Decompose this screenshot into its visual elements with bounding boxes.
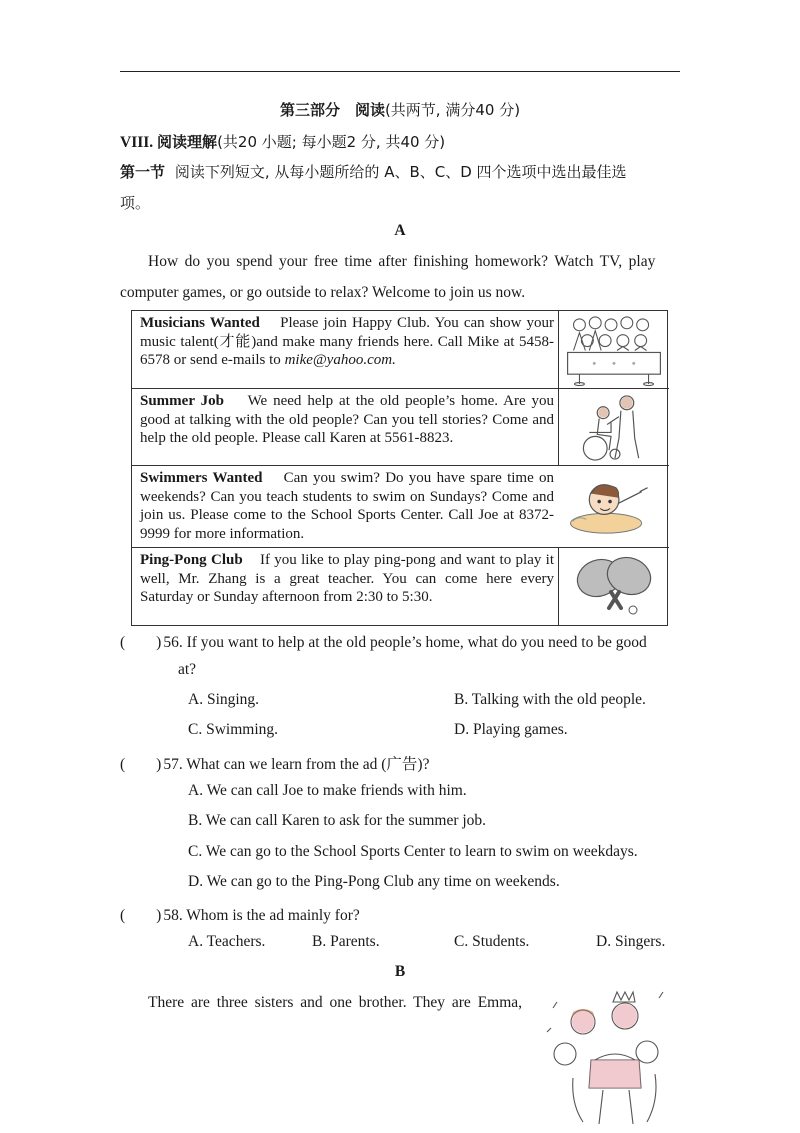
ad-body: Can you swim? Do you have spare time on weekends? Can you teach students to swim on Sundays? Come and join us. Please come to the School Sports Center. Call Joe at 8372-9999 for more information. xyxy=(140,470,555,542)
ad-ping-pong xyxy=(132,548,669,626)
section-note: (共两节, 满分40 分) xyxy=(384,101,521,119)
question-58 xyxy=(120,903,360,925)
wheelchair-icon xyxy=(558,389,669,465)
answer-bracket[interactable]: ( ) xyxy=(120,756,162,773)
option-b: B. Talking with the old people. xyxy=(454,691,646,708)
ad-title: Musicians Wanted xyxy=(140,315,260,331)
sub-label: 第一节 xyxy=(120,163,166,181)
ad-body: If you like to play ping-pong and want to play it well, Mr. Zhang is a great teacher. You can come here every Saturday or Sunday afternoon from 2:30 to 5:30. xyxy=(140,552,555,606)
ping-pong-icon xyxy=(558,548,669,626)
answer-bracket[interactable]: ( ) xyxy=(120,634,162,651)
option-c: C. We can go to the School Sports Center to learn to swim on weekdays. xyxy=(188,843,638,860)
top-rule xyxy=(120,71,680,72)
passage-a-letter: A xyxy=(394,222,406,239)
option-c: C. Students. xyxy=(454,933,530,950)
sub-instruction: 阅读下列短文, 从每小题所给的 A、B、C、D 四个选项中选出最佳选 xyxy=(174,163,627,181)
family-party-icon xyxy=(543,988,668,1128)
option-d: D. We can go to the Ping-Pong Club any time on weekends. xyxy=(188,873,560,890)
part-heading xyxy=(120,131,445,152)
ad-email: mike@yahoo.com. xyxy=(284,352,396,369)
section-heading xyxy=(0,99,800,120)
ad-table xyxy=(131,310,668,626)
option-a: A. Singing. xyxy=(188,691,260,708)
option-d: D. Singers. xyxy=(596,933,666,950)
passage-b-letter: B xyxy=(394,963,406,980)
passage-a-intro-line-1: How do you spend your free time after finishing homework? Watch TV, play xyxy=(148,253,656,270)
option-b: B. We can call Karen to ask for the summer job. xyxy=(188,812,487,829)
part-title: 阅读理解 xyxy=(157,133,218,151)
ad-title: Ping-Pong Club xyxy=(140,552,243,568)
sub-instruction-line-2: 项。 xyxy=(120,194,151,212)
ad-swimmers xyxy=(132,466,669,548)
part-label: VIII. xyxy=(120,134,158,151)
option-d: D. Playing games. xyxy=(454,721,568,738)
option-b: B. Parents. xyxy=(312,933,380,950)
ad-text xyxy=(140,392,554,448)
option-a: A. Teachers. xyxy=(188,933,266,950)
passage-b-line-1: There are three sisters and one brother. They are Emma, xyxy=(148,994,523,1011)
ad-musicians xyxy=(132,311,669,389)
option-a: A. We can call Joe to make friends with him. xyxy=(188,782,467,799)
ad-title: Swimmers Wanted xyxy=(140,470,263,486)
band-icon xyxy=(558,311,669,388)
ad-title: Summer Job xyxy=(140,393,224,409)
ad-summer-job xyxy=(132,389,669,466)
ad-body: We need help at the old people’s home. Are you good at talking with the old people? Can you tell stories? Come and help the old people. Please call Karen at 5561-8823. xyxy=(140,393,555,447)
ad-text xyxy=(140,551,554,607)
part-note: (共20 小题; 每小题2 分, 共40 分) xyxy=(217,133,446,151)
ad-text xyxy=(140,314,554,370)
ad-text xyxy=(140,469,554,543)
sub-instruction-line-1 xyxy=(120,161,627,182)
swimmer-icon xyxy=(558,466,668,547)
question-57 xyxy=(120,752,429,774)
answer-bracket[interactable]: ( ) xyxy=(120,907,162,924)
question-stem-continued: at? xyxy=(178,661,197,678)
question-stem: 57. What can we learn from the ad (广告)? xyxy=(163,756,430,773)
section-title: 第三部分 阅读 xyxy=(279,101,385,119)
question-56 xyxy=(120,630,647,652)
question-stem: 56. If you want to help at the old people’s home, what do you need to be good xyxy=(163,634,647,651)
option-c: C. Swimming. xyxy=(188,721,279,738)
passage-a-intro-line-2: computer games, or go outside to relax? Welcome to join us now. xyxy=(120,284,526,301)
question-stem: 58. Whom is the ad mainly for? xyxy=(163,907,360,924)
ad-body: Please join Happy Club. You can show your music talent(才能)and make many friends here. Call Mike at 5458-6578 or send e-mails to xyxy=(140,315,555,369)
